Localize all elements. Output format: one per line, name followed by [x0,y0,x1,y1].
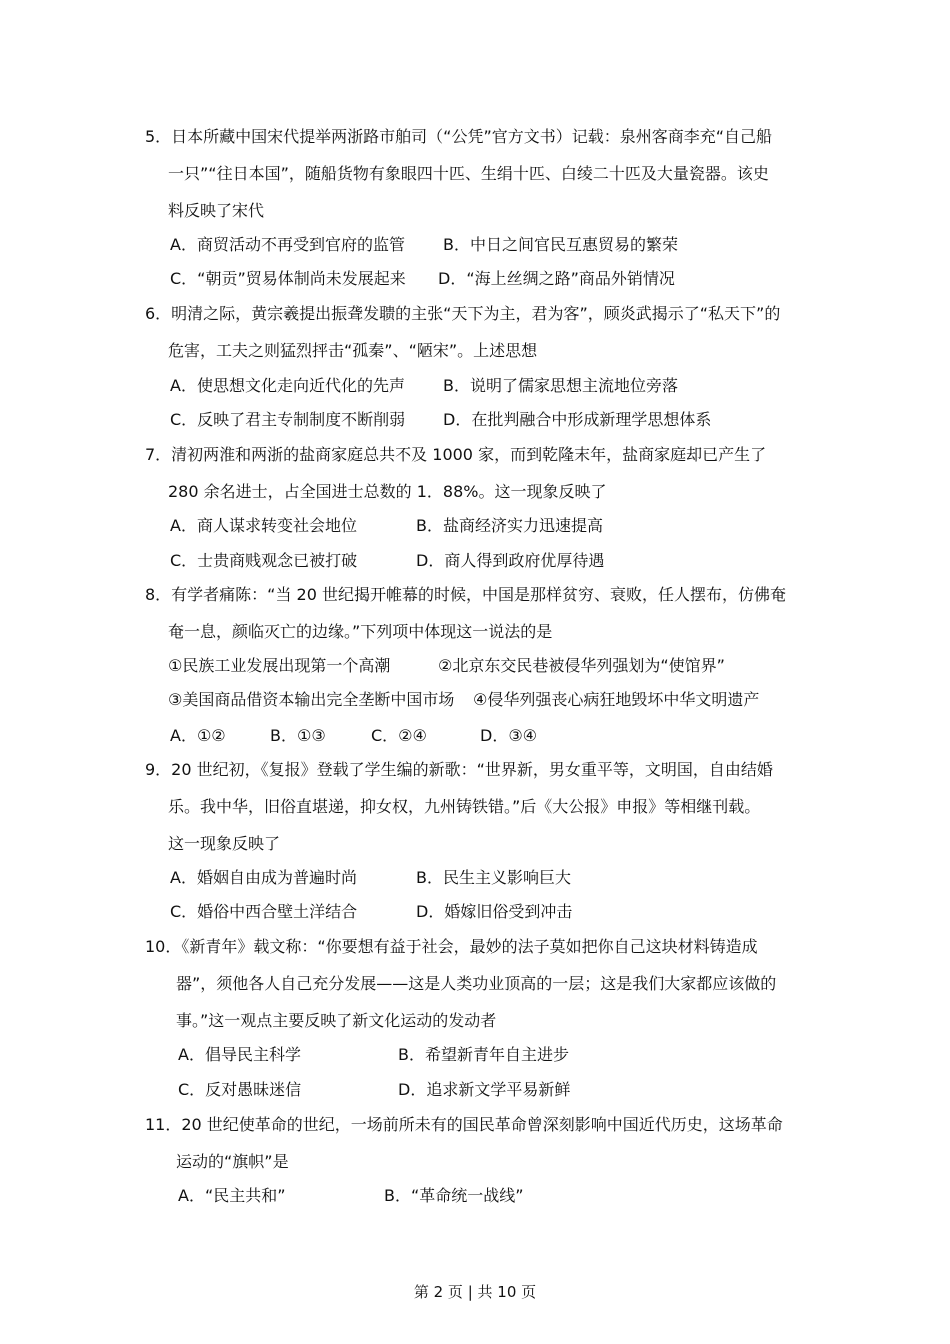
option-b: B．说明了儒家思想主流地位旁落 [443,376,678,395]
option-b: B．中日之间官民互惠贸易的繁荣 [443,235,678,254]
question-stem-line: 这一现象反映了 [168,834,281,853]
option-c: C．婚俗中西合壁土洋结合 [170,902,358,921]
option-c: C．士贵商贱观念已被打破 [170,551,358,570]
question-stem-line: 11．20 世纪使革命的世纪，一场前所未有的国民革命曾深刻影响中国近代历史，这场革命 [145,1115,783,1134]
option-c: C．②④ [371,726,427,745]
option-b: B．希望新青年自主进步 [398,1045,569,1064]
question-stem-line: 5．日本所藏中国宋代提举两浙路市舶司（“公凭”官方文书）记载：泉州客商李充“自己船 [145,127,773,146]
question-stem-line: 10．《新青年》载文称：“你要想有益于社会，最妙的法子莫如把你自己这块材料铸造成 [145,937,758,956]
question-stem-line: 280 余名进士，占全国进士总数的 1．88%。这一现象反映了 [168,482,607,501]
option-b: B．“革命统一战线” [384,1186,524,1205]
option-a: A．使思想文化走向近代化的先声 [170,376,405,395]
question-stem-line: 器”，须他各人自己充分发展——这是人类功业顶高的一层；这是我们大家都应该做的 [176,974,777,993]
option-a: A．商贸活动不再受到官府的监管 [170,235,405,254]
option-d: D．追求新文学平易新鲜 [398,1080,571,1099]
statement-3: ③美国商品借资本输出完全垄断中国市场 [168,690,455,709]
option-a: A．“民主共和” [178,1186,286,1205]
option-c: C．反映了君主专制制度不断削弱 [170,410,406,429]
question-stem-line: 料反映了宋代 [168,201,265,220]
statement-4: ④侵华列强丧心病狂地毁坏中华文明遗产 [473,690,760,709]
question-stem-line: 危害，工夫之则猛烈抨击“孤秦”、“陋宋”。上述思想 [168,341,538,360]
option-d: D．③④ [480,726,538,745]
statement-2: ②北京东交民巷被侵华列强划为“使馆界” [438,656,725,675]
option-d: D．商人得到政府优厚待遇 [416,551,605,570]
question-stem-line: 一只”“往日本国”，随船货物有象眼四十匹、生绢十匹、白绫二十匹及大量瓷器。该史 [168,164,769,183]
option-c: C．“朝贡”贸易体制尚未发展起来 [170,269,406,288]
question-stem-line: 8．有学者痛陈：“当 20 世纪揭开帷幕的时候，中国是那样贫穷、衰败，任人摆布，仿佛奄 [145,585,787,604]
page-footer: 第 2 页 | 共 10 页 [413,1283,537,1301]
option-c: C．反对愚昧迷信 [178,1080,302,1099]
question-stem-line: 7．清初两淮和两浙的盐商家庭总共不及 1000 家，而到乾隆末年，盐商家庭却已产生了 [145,445,767,464]
option-a: A．婚姻自由成为普遍时尚 [170,868,357,887]
question-stem-line: 9．20 世纪初，《复报》登载了学生编的新歌：“世界新，男女重平等，文明国，自由结婚 [145,760,773,779]
option-b: B．民生主义影响巨大 [416,868,571,887]
option-b: B．①③ [270,726,326,745]
question-stem-line: 奄一息，颜临灭亡的边缘。”下列项中体现这一说法的是 [168,622,553,641]
question-stem-line: 乐。我中华，旧俗直堪递，抑女权，九州铸铁错。”后《大公报》申报》等相继刊载。 [168,797,761,816]
option-a: A．商人谋求转变社会地位 [170,516,357,535]
option-d: D．婚嫁旧俗受到冲击 [416,902,573,921]
question-stem-line: 事。”这一观点主要反映了新文化运动的发动者 [176,1011,497,1030]
option-d: D．在批判融合中形成新理学思想体系 [443,410,712,429]
option-b: B．盐商经济实力迅速提高 [416,516,603,535]
question-stem-line: 6．明清之际，黄宗羲提出振聋发聩的主张“天下为主，君为客”，顾炎武揭示了“私天下”的 [145,304,781,323]
question-stem-line: 运动的“旗帜”是 [176,1152,289,1171]
option-a: A．倡导民主科学 [178,1045,301,1064]
statement-1: ①民族工业发展出现第一个高潮 [168,656,391,675]
option-a: A．①② [170,726,226,745]
option-d: D．“海上丝绸之路”商品外销情况 [438,269,675,288]
